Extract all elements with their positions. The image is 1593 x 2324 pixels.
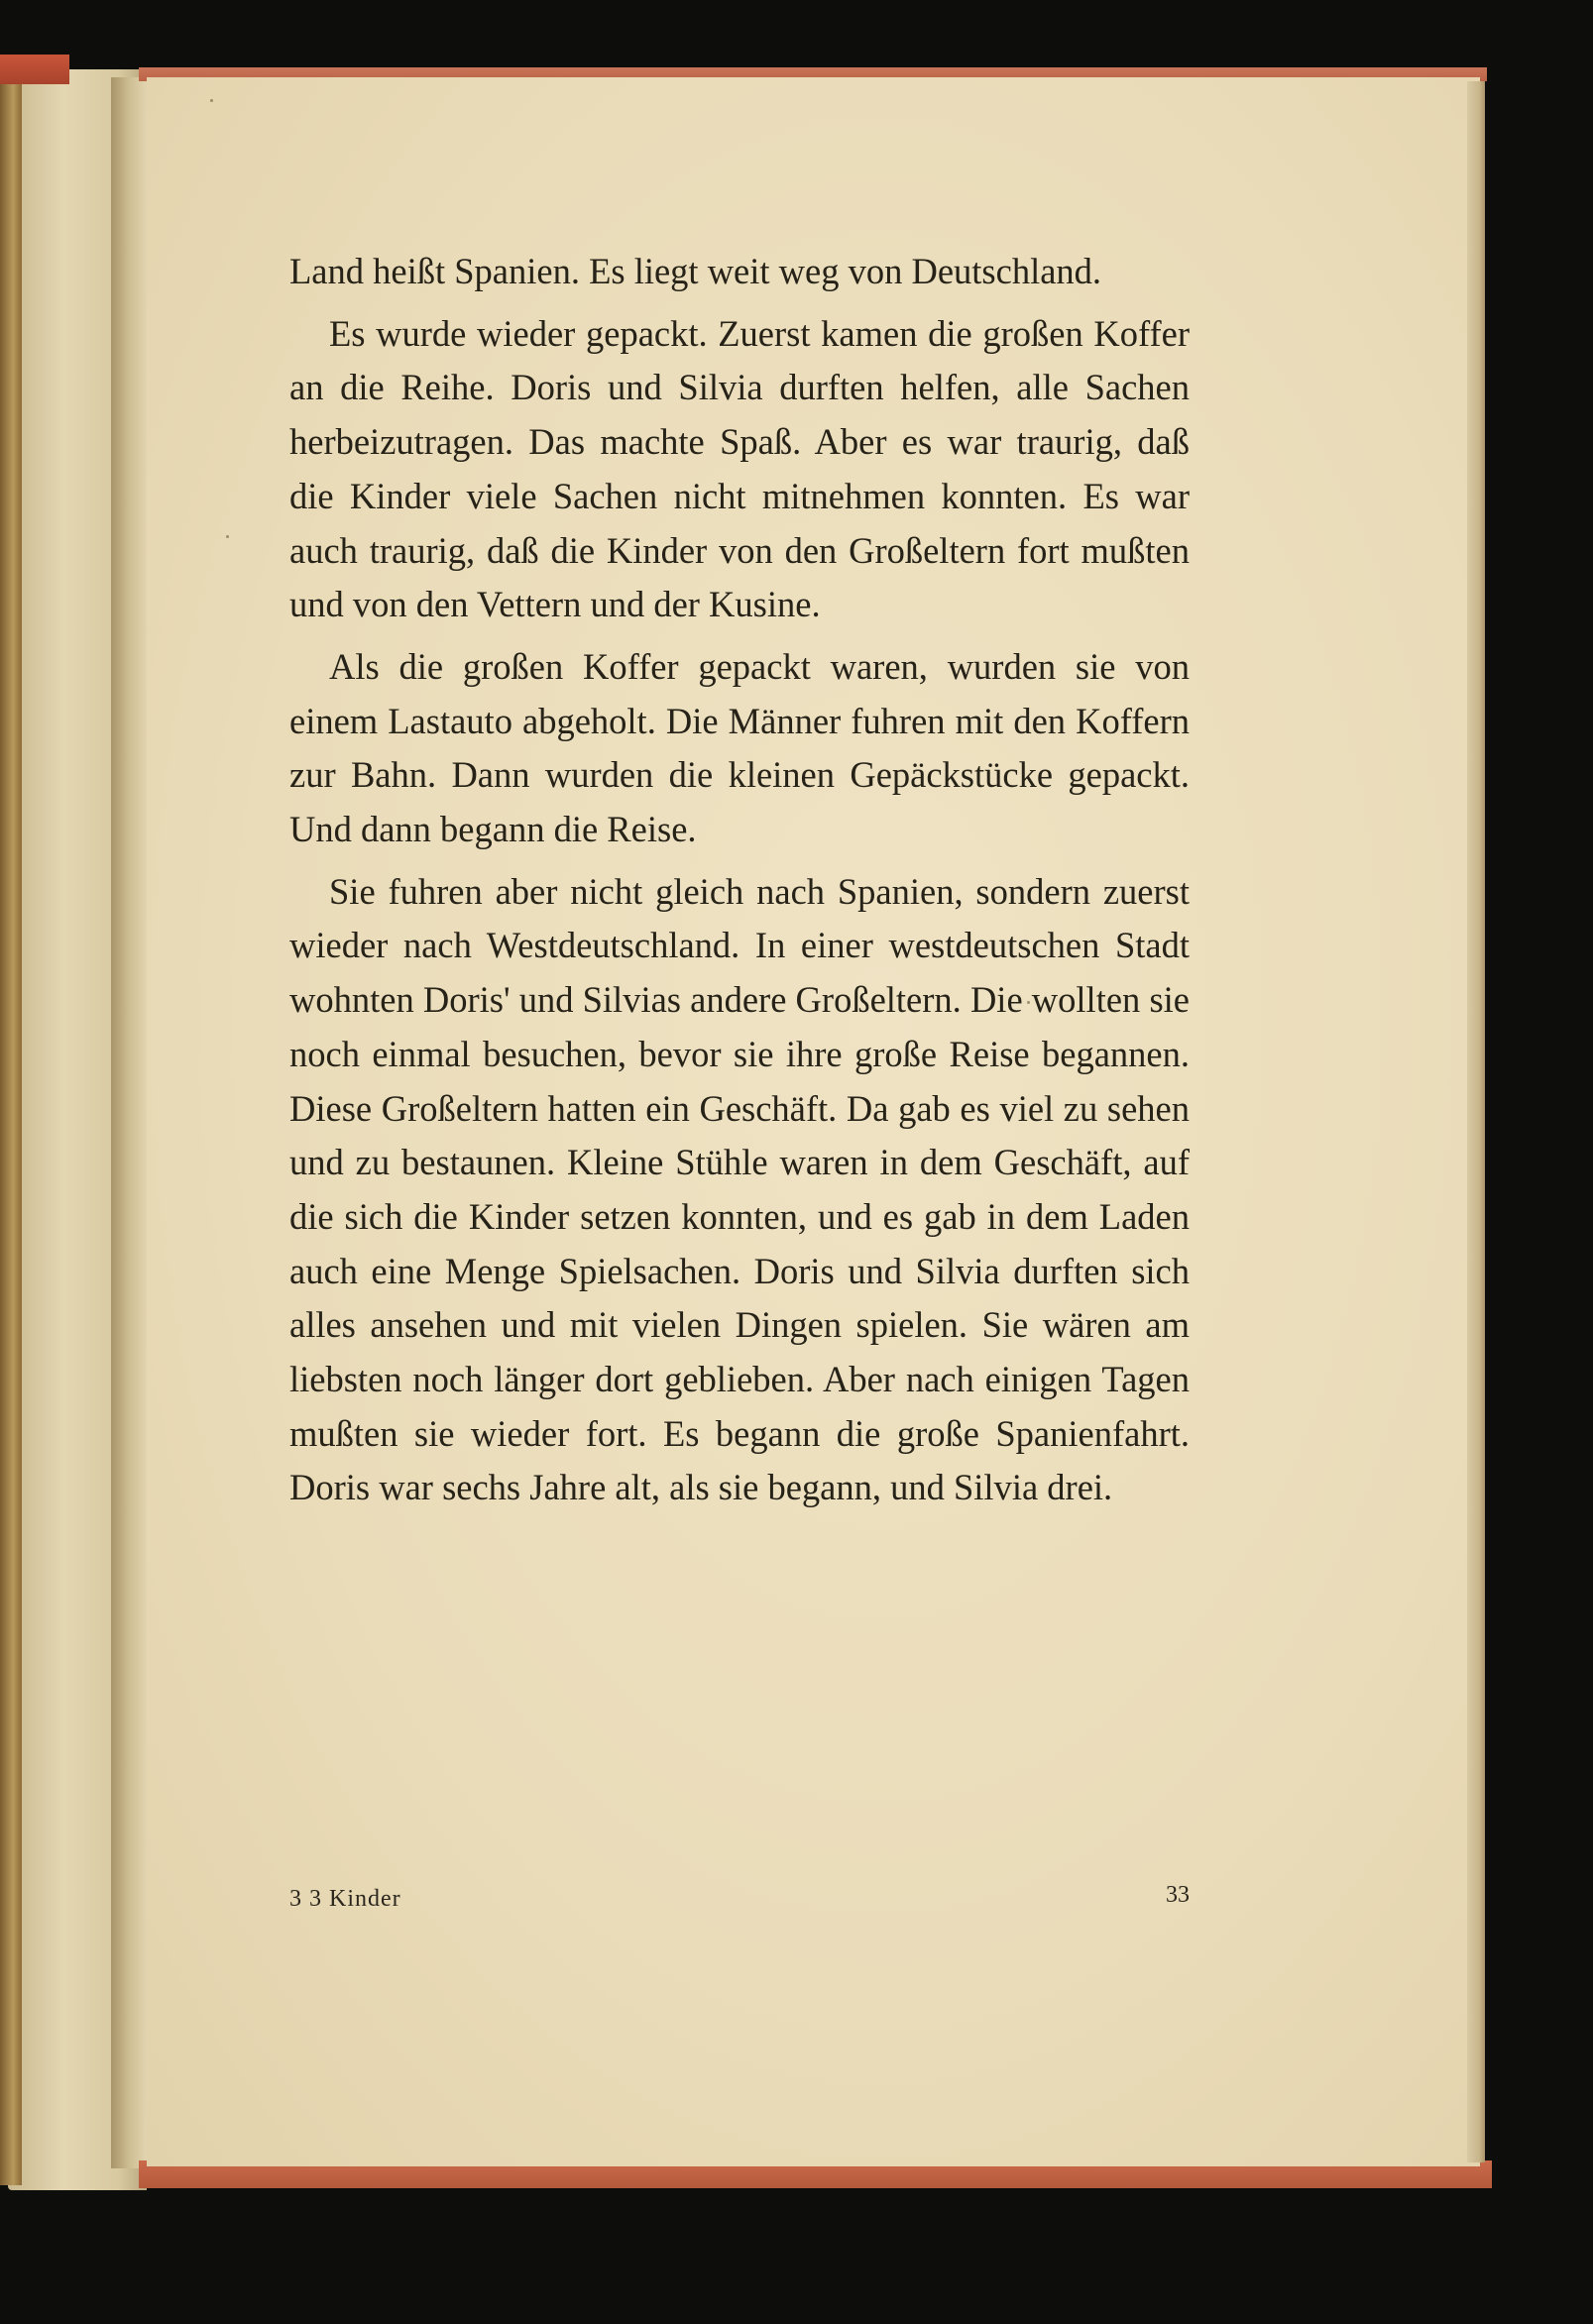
page-fore-edge xyxy=(1467,81,1485,2162)
book-cover-spine-edge xyxy=(0,55,22,2185)
book-gutter xyxy=(111,77,151,2168)
paper-speck xyxy=(226,535,229,538)
paragraph-3: Als die großen Koffer gepackt waren, wurden sie von einem Lastauto abgeholt. Die Männer fuhren mit den Koffern zur Bahn. Dann wurden die kleinen Gepäckstücke gepackt. Und dann begann die Reise. xyxy=(289,645,1190,850)
book-cover-corner xyxy=(0,55,69,84)
printer-signature: 3 3 Kinder xyxy=(289,1886,401,1912)
page-footer xyxy=(289,1882,1190,1926)
paragraph-2: Es wurde wieder gepackt. Zuerst kamen die großen Koffer an die Reihe. Doris und Silvia durften helfen, alle Sachen herbeizutragen. Das machte Spaß. Aber es war traurig, daß die Kinder viele Sachen nicht mitnehmen konnten. Es war auch traurig, daß die Kinder von den Großeltern fort mußten und von den Vettern und der Kusine. xyxy=(289,312,1190,625)
paragraph-4: Sie fuhren aber nicht gleich nach Spanien, sondern zuerst wieder nach Westdeutschland. In einer westdeutschen Stadt wohnten Doris' und Silvias andere Großeltern. Die wollten sie noch einmal besuchen, bevor sie ihre große Reise begannen. Diese Großeltern hatten ein Geschäft. Da gab es viel zu sehen und zu bestaunen. Kleine Stühle waren in dem Geschäft, auf die sich die Kinder setzen konnten, und es gab in dem Laden auch eine Menge Spielsachen. Doris und Silvia durften sich alles ansehen und mit vielen Dingen spielen. Sie wären am liebsten noch länger dort geblieben. Aber nach einigen Tagen mußten sie wieder fort. Es begann die große Spanienfahrt. Doris war sechs Jahre alt, als sie begann, und Silvia drei. xyxy=(289,870,1190,1508)
paper-speck xyxy=(210,99,213,102)
page-number: 33 xyxy=(1166,1882,1190,1908)
paragraph-1: Land heißt Spanien. Es liegt weit weg von Deutschland. xyxy=(289,251,1102,291)
page-body-text xyxy=(289,245,1190,1515)
